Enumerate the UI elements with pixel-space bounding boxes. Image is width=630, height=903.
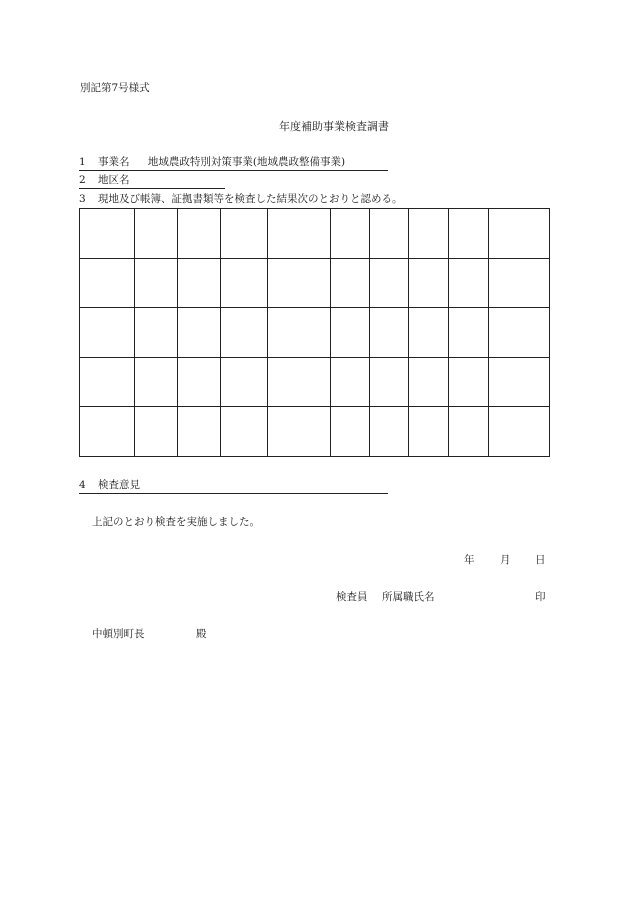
item-1-value: 地域農政特別対策事業(地域農政整備事業) <box>147 156 346 168</box>
table-cell <box>370 308 409 358</box>
table-cell <box>80 308 135 358</box>
inspection-result-table <box>79 208 550 457</box>
item-1-label: 事業名 <box>98 156 130 168</box>
table-cell <box>221 209 268 259</box>
table-cell <box>80 209 135 259</box>
item-3-number: 3 <box>79 193 86 205</box>
table-row <box>80 357 550 407</box>
table-cell <box>221 258 268 308</box>
table-cell <box>489 308 550 358</box>
table-row <box>80 209 550 259</box>
table-cell <box>331 357 370 407</box>
table-cell <box>449 209 489 259</box>
table-cell <box>331 407 370 457</box>
table-cell <box>370 407 409 457</box>
table-row <box>80 407 550 457</box>
table-cell <box>409 209 449 259</box>
table-row <box>80 258 550 308</box>
table-cell <box>449 357 489 407</box>
item-1-business-name <box>79 157 388 171</box>
date-day: 日 <box>535 554 546 566</box>
item-4-number: 4 <box>79 479 86 491</box>
date-year: 年 <box>464 554 475 566</box>
item-4-inspection-opinion <box>79 480 388 494</box>
table-cell <box>449 308 489 358</box>
item-2-district-name <box>79 175 225 189</box>
table-cell <box>489 209 550 259</box>
table-cell <box>268 258 331 308</box>
table-cell <box>178 209 221 259</box>
inspection-statement: 上記のとおり検査を実施しました。 <box>92 516 260 528</box>
table-cell <box>221 407 268 457</box>
date-month: 月 <box>500 554 511 566</box>
table-cell <box>221 308 268 358</box>
table-cell <box>178 407 221 457</box>
table-cell <box>268 357 331 407</box>
table-cell <box>409 407 449 457</box>
table-cell <box>178 258 221 308</box>
table-cell <box>80 407 135 457</box>
table-cell <box>135 308 178 358</box>
table-cell <box>135 357 178 407</box>
table-cell <box>80 258 135 308</box>
table-cell <box>135 407 178 457</box>
table-row <box>80 308 550 358</box>
table-cell <box>135 258 178 308</box>
table-cell <box>135 209 178 259</box>
item-4-label: 検査意見 <box>98 479 141 491</box>
document-title: 年度補助事業検査調書 <box>279 120 389 133</box>
table-cell <box>268 407 331 457</box>
table-cell <box>409 258 449 308</box>
table-cell <box>80 357 135 407</box>
table-cell <box>178 308 221 358</box>
table-cell <box>331 258 370 308</box>
addressee-name: 中頓別町長 <box>92 628 145 640</box>
table-cell <box>268 209 331 259</box>
table-cell <box>331 209 370 259</box>
table-cell <box>370 209 409 259</box>
table-cell <box>449 258 489 308</box>
table-cell <box>221 357 268 407</box>
table-cell <box>268 308 331 358</box>
table-cell <box>489 258 550 308</box>
item-3-inspection-result <box>79 194 403 205</box>
item-3-text: 現地及び帳簿、証拠書類等を検査した結果次のとおりと認める。 <box>98 193 403 205</box>
seal-mark: 印 <box>535 591 546 603</box>
table-cell <box>449 407 489 457</box>
inspector-label: 検査員 <box>336 591 368 603</box>
table-cell <box>370 357 409 407</box>
table-cell <box>331 308 370 358</box>
table-cell <box>370 258 409 308</box>
form-number: 別記第7号様式 <box>80 82 150 94</box>
item-1-number: 1 <box>79 156 86 168</box>
inspector-affiliation: 所属職氏名 <box>382 591 435 603</box>
item-2-number: 2 <box>79 174 86 186</box>
table-cell <box>178 357 221 407</box>
table-cell <box>409 308 449 358</box>
table-cell <box>489 407 550 457</box>
addressee-honorific: 殿 <box>196 628 207 640</box>
table-cell <box>489 357 550 407</box>
table-cell <box>409 357 449 407</box>
item-2-label: 地区名 <box>98 174 130 186</box>
